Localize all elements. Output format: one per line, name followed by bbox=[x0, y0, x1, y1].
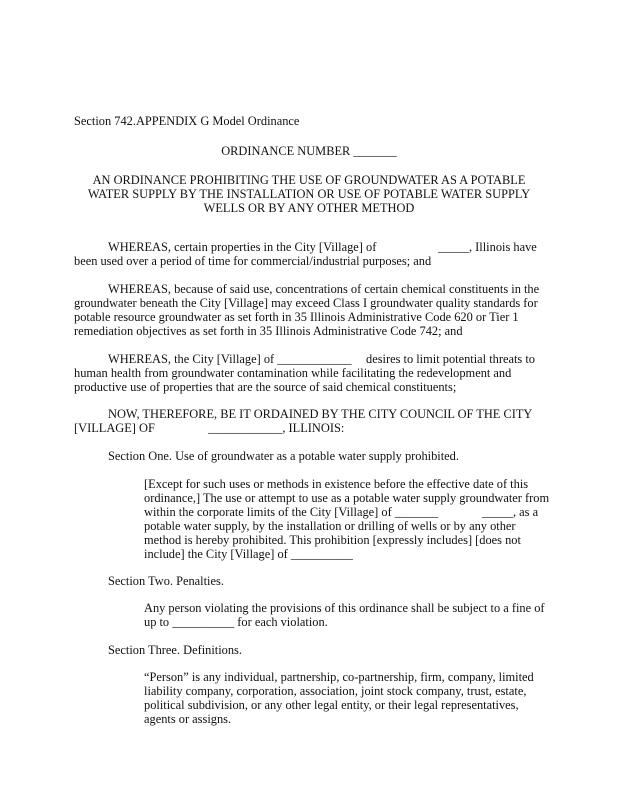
section-line: Any person violating the provisions of this ordinance shall be subject to a fine of bbox=[144, 601, 545, 615]
section-line: liability company, corporation, association, joint stock company, trust, estate, bbox=[144, 684, 527, 698]
paragraph-line: WHEREAS, certain properties in the City [Village] of bbox=[108, 240, 377, 254]
paragraph-line-fill: ____________, ILLINOIS: bbox=[208, 421, 345, 435]
title-line: WELLS OR BY ANY OTHER METHOD bbox=[203, 201, 415, 215]
section-heading: Section Two. Penalties. bbox=[108, 574, 224, 588]
paragraph-line: productive use of properties that are the source of said chemical constituents; bbox=[74, 380, 457, 394]
section-line: method is hereby prohibited. This prohibition [expressly includes] [does not bbox=[144, 533, 521, 547]
paragraph-line: been used over a period of time for commercial/industrial purposes; and bbox=[74, 254, 432, 268]
section-line: ordinance,] The use or attempt to use as a potable water supply groundwater from bbox=[144, 491, 550, 505]
section-heading: Section One. Use of groundwater as a potable water supply prohibited. bbox=[108, 449, 459, 463]
section-line: include] the City [Village] of __________ bbox=[144, 547, 353, 561]
paragraph-line: WHEREAS, the City [Village] of ____________ bbox=[108, 352, 352, 366]
section-line: agents or assigns. bbox=[144, 712, 232, 726]
section-line: “Person” is any individual, partnership, co-partnership, firm, company, limited bbox=[144, 670, 534, 684]
ordinance-number: ORDINANCE NUMBER _______ bbox=[221, 144, 397, 158]
paragraph-line: NOW, THEREFORE, BE IT ORDAINED BY THE CITY COUNCIL OF THE CITY bbox=[108, 407, 533, 421]
paragraph-line-fill: desires to limit potential threats to bbox=[366, 352, 535, 366]
section-line: up to __________ for each violation. bbox=[144, 615, 328, 629]
title-line: WATER SUPPLY BY THE INSTALLATION OR USE OF POTABLE WATER SUPPLY bbox=[87, 187, 531, 201]
section-header: Section 742.APPENDIX G Model Ordinance bbox=[74, 114, 300, 128]
section-line: potable water supply, by the installation or drilling of wells or by any other bbox=[144, 519, 516, 533]
paragraph-line: potable resource groundwater as set forth in 35 Illinois Administrative Code 620 or Tier 1 bbox=[74, 310, 519, 324]
section-line: [Except for such uses or methods in existence before the effective date of this bbox=[144, 477, 529, 491]
paragraph-line: remediation objectives as set forth in 35 Illinois Administrative Code 742; and bbox=[74, 324, 463, 338]
section-line: political subdivision, or any other legal entity, or their legal representatives, bbox=[144, 698, 519, 712]
section-line-fill: _____, as a bbox=[482, 505, 539, 519]
title-line: AN ORDINANCE PROHIBITING THE USE OF GROUNDWATER AS A POTABLE bbox=[92, 173, 526, 187]
paragraph-line: [VILLAGE] OF bbox=[74, 421, 155, 435]
paragraph-line-fill: _____, Illinois have bbox=[438, 240, 537, 254]
paragraph-line: WHEREAS, because of said use, concentrations of certain chemical constituents in the bbox=[108, 282, 540, 296]
section-line: within the corporate limits of the City [Village] of _______ bbox=[144, 505, 439, 519]
paragraph-line: human health from groundwater contamination while facilitating the redevelopment and bbox=[74, 366, 512, 380]
paragraph-line: groundwater beneath the City [Village] may exceed Class I groundwater quality standards for bbox=[74, 296, 538, 310]
section-heading: Section Three. Definitions. bbox=[108, 643, 242, 657]
